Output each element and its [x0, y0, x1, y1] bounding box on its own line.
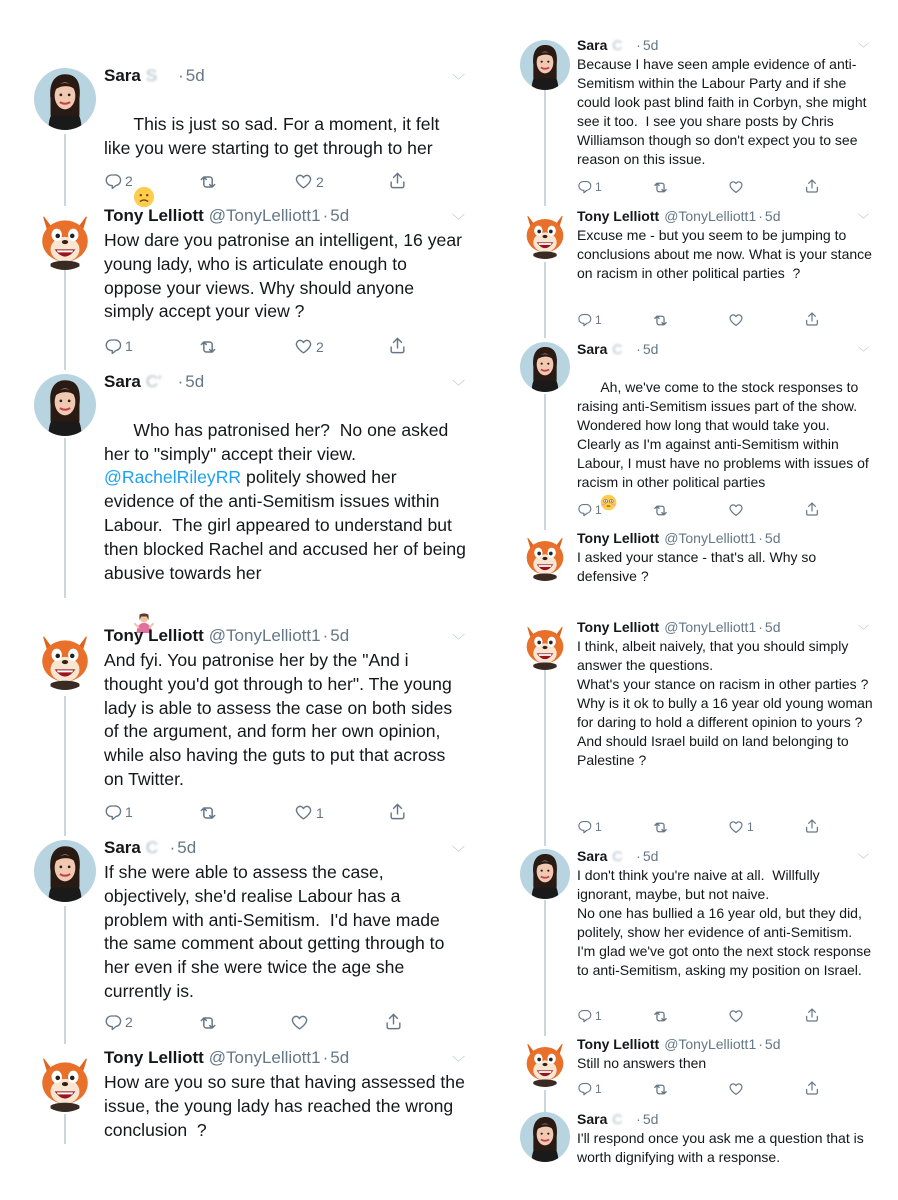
reply-count: 1	[595, 312, 602, 327]
fox-avatar[interactable]	[520, 620, 570, 670]
redacted-handle: C​​​​​​​​​​​​​​​​ ​​​​​​​​​​​​​​​​​ ​​​	[145, 838, 168, 857]
chevron-down-icon[interactable]: ﹀	[858, 854, 869, 866]
tweet-text: I'll respond once you ask me a question that is worth dignifying with a response.	[577, 1130, 868, 1165]
share-button[interactable]	[804, 501, 820, 517]
like-count: 2	[316, 173, 324, 190]
share-button[interactable]	[804, 1007, 820, 1023]
fox-avatar[interactable]	[520, 531, 570, 581]
share-button[interactable]	[804, 818, 820, 834]
author-handle[interactable]: @TonyLelliott1	[208, 1048, 321, 1067]
share-button[interactable]	[804, 1080, 820, 1096]
like-button[interactable]	[294, 803, 324, 822]
author-name[interactable]: Tony Lelliott	[104, 206, 204, 225]
timestamp[interactable]: 5d	[330, 206, 350, 225]
reply-button[interactable]	[577, 179, 602, 194]
tweet[interactable]	[480, 1033, 898, 1105]
reply-count: 1	[595, 179, 602, 194]
reply-button[interactable]	[104, 337, 133, 355]
tweet[interactable]	[0, 832, 470, 1042]
tweet-header	[104, 838, 196, 858]
tweet[interactable]	[0, 60, 470, 200]
author-handle[interactable]: @TonyLelliott1	[208, 206, 321, 225]
separator-dot: ·	[758, 208, 763, 224]
tweet[interactable]	[0, 366, 470, 616]
author-handle[interactable]: @TonyLelliott1	[664, 208, 757, 224]
tweet[interactable]	[480, 205, 898, 335]
timestamp[interactable]: 5d	[330, 1048, 350, 1067]
fox-avatar[interactable]	[34, 1050, 96, 1112]
timestamp[interactable]: 5d	[764, 530, 781, 546]
like-count: 1	[316, 804, 324, 821]
author-name[interactable]: Sara	[104, 838, 141, 857]
retweet-button[interactable]	[198, 172, 218, 192]
tweet-header	[104, 1048, 349, 1068]
retweet-button[interactable]	[652, 1081, 669, 1098]
author-handle[interactable]: @TonyLelliott1	[664, 619, 757, 635]
retweet-button[interactable]	[652, 1008, 669, 1025]
like-button[interactable]	[728, 1081, 744, 1097]
tweet[interactable]	[480, 338, 898, 528]
timestamp[interactable]: 5d	[177, 838, 197, 857]
tweet[interactable]	[480, 616, 898, 844]
separator-dot: ·	[322, 626, 329, 645]
author-name[interactable]: Tony Lelliott	[104, 626, 204, 645]
retweet-button[interactable]	[652, 312, 669, 329]
tweet-header	[577, 208, 780, 224]
timestamp[interactable]: 5d	[185, 66, 205, 85]
tweet-header	[577, 1111, 658, 1127]
separator-dot: ·	[636, 37, 641, 53]
tweet-header	[577, 1036, 780, 1052]
woman-avatar[interactable]	[520, 849, 570, 899]
timestamp[interactable]: 5d	[642, 341, 659, 357]
tweet[interactable]	[480, 527, 898, 597]
woman-avatar[interactable]	[520, 1112, 570, 1162]
share-button[interactable]	[388, 171, 407, 190]
reply-count: 1	[595, 502, 602, 517]
share-button[interactable]	[388, 802, 407, 821]
tweet-header	[577, 341, 658, 357]
separator-dot: ·	[758, 619, 763, 635]
like-button[interactable]	[728, 1008, 744, 1024]
reply-button[interactable]	[577, 1081, 602, 1096]
tweet-header	[577, 530, 780, 546]
reply-button[interactable]	[104, 1013, 133, 1031]
right-thread-column	[480, 0, 898, 1200]
tweet-text: I don't think you're naive at all. Willfully ignorant, maybe, but not naive. No one has bullied a 16 year old, but they did, politely, show her evidence of anti-Semitism. I'm glad we've got onto the next stock response to anti-Semitism, asking my position on Israel.	[577, 867, 872, 978]
chevron-down-icon[interactable]: ﹀	[858, 625, 869, 637]
separator-dot: ·	[758, 530, 763, 546]
retweet-button[interactable]	[652, 819, 669, 836]
separator-dot: ·	[322, 1048, 329, 1067]
tweet[interactable]	[480, 1108, 898, 1188]
reply-count: 1	[125, 338, 133, 354]
redacted-handle: C​'​​​​​​​​ ​​​​​​​​​​​ ​​​​​​ ​​	[145, 372, 176, 391]
author-name[interactable]: Sara	[577, 848, 608, 864]
separator-dot: ·	[178, 66, 184, 85]
tweet-text: I asked your stance - that's all. Why so defensive ?	[577, 549, 821, 584]
redacted-handle: C​​​​​​​​​​​ ​​​​​​ ​​​​​​​​​​​ ​	[612, 37, 635, 53]
tweet-header	[104, 626, 349, 646]
woman-avatar[interactable]	[34, 374, 96, 436]
author-name[interactable]: Sara	[577, 37, 608, 53]
timestamp[interactable]: 5d	[642, 848, 659, 864]
tweet-text	[104, 395, 471, 657]
tweet-text	[577, 359, 877, 530]
tweet-text: How dare you patronise an intelligent, 16 year young lady, who is articulate enough to oppose your views. Why should anyone simply accept your view ?	[104, 230, 467, 322]
timestamp[interactable]: 5d	[642, 1111, 659, 1127]
chevron-down-icon[interactable]: ﹀	[452, 73, 466, 88]
chevron-down-icon[interactable]: ﹀	[452, 213, 466, 228]
author-name[interactable]: Tony Lelliott	[577, 208, 660, 224]
retweet-button[interactable]	[198, 1013, 218, 1033]
tweet[interactable]	[0, 620, 470, 830]
author-name[interactable]: Tony Lelliott	[577, 530, 660, 546]
author-name[interactable]: Tony Lelliott	[577, 1036, 660, 1052]
tweet-text-content: Who has patronised her? No one asked her to "simply" accept their view.	[104, 419, 454, 464]
separator-dot: ·	[636, 1111, 641, 1127]
share-button[interactable]	[804, 178, 820, 194]
redacted-handle: C​​​​​​​​​ ​​​​​​​​ ​​​​​​​​ ​​​​​​	[612, 341, 635, 357]
reply-button[interactable]	[104, 803, 133, 821]
tweet-text-content: politely showed her evidence of the anti-Semitism issues within Labour. The girl appeared to understand but then blocked Rachel and accused her of being abusive towards her	[104, 467, 471, 583]
chevron-down-icon[interactable]: ﹀	[858, 347, 869, 359]
share-button[interactable]	[384, 1012, 403, 1031]
tweet-text: Because I have seen ample evidence of anti-Semitism within the Labour Party and if she could look past blind faith in Corbyn, she might see it too. I see you share posts by Chris Williamson though so don't expect you to see reason on this issue.	[577, 56, 871, 167]
tweet-text: Excuse me - but you seem to be jumping to conclusions about me now. What is your stance on racism in other political parties ?	[577, 227, 876, 281]
author-name[interactable]: Tony Lelliott	[577, 619, 660, 635]
reply-count: 1	[595, 819, 602, 834]
timestamp[interactable]: 5d	[330, 626, 350, 645]
woman-avatar[interactable]	[34, 68, 96, 130]
like-button[interactable]	[728, 179, 744, 195]
tweet-text: Still no answers then	[577, 1055, 707, 1071]
like-button[interactable]	[294, 172, 324, 191]
woman-avatar[interactable]	[520, 40, 570, 90]
author-name[interactable]: Sara	[577, 1111, 608, 1127]
chevron-down-icon[interactable]: ﹀	[452, 1055, 466, 1070]
tweet-header	[104, 206, 349, 226]
author-handle[interactable]: @TonyLelliott1	[664, 1036, 757, 1052]
author-name[interactable]: Sara	[104, 372, 141, 391]
tweet[interactable]	[0, 200, 470, 365]
separator-dot: ·	[177, 372, 184, 391]
like-button[interactable]	[728, 502, 744, 518]
author-name[interactable]: Sara	[104, 66, 141, 85]
redacted-handle: S​​​​​​​​​​​​​​​​ ​ ​​ ​ ​	[145, 66, 177, 85]
retweet-button[interactable]	[652, 502, 669, 519]
like-button[interactable]	[294, 337, 324, 356]
author-name[interactable]: Sara	[577, 341, 608, 357]
timestamp[interactable]: 5d	[185, 372, 205, 391]
reply-button[interactable]	[104, 172, 133, 190]
fox-avatar[interactable]	[34, 628, 96, 690]
tweet-text: How are you so sure that having assessed the issue, the young lady has reached the wrong conclusion ?	[104, 1072, 470, 1140]
tweet[interactable]	[0, 1042, 470, 1142]
like-count: 1	[747, 820, 754, 834]
fox-avatar[interactable]	[520, 209, 570, 259]
tweet-text-content: This is just so sad. For a moment, it felt like you were starting to get through to her	[104, 113, 445, 158]
tweet[interactable]	[480, 845, 898, 1030]
timestamp[interactable]: 5d	[764, 1036, 781, 1052]
reply-button[interactable]	[577, 502, 602, 517]
tweet-header	[577, 848, 658, 864]
separator-dot: ·	[758, 1036, 763, 1052]
reply-count: 2	[125, 1014, 133, 1030]
woman-avatar[interactable]	[520, 342, 570, 392]
timestamp[interactable]: 5d	[764, 619, 781, 635]
tweet-text: And fyi. You patronise her by the "And i thought you'd got through to her". The young lady is able to assess the case on both sides of the argument, and form her own opinion, while also having the guts to put that across on Twitter.	[104, 650, 458, 789]
separator-dot: ·	[636, 341, 641, 357]
reply-count: 1	[595, 1008, 602, 1023]
chevron-down-icon[interactable]: ﹀	[858, 43, 869, 55]
timestamp[interactable]: 5d	[642, 37, 659, 53]
retweet-button[interactable]	[652, 179, 669, 196]
tweet-header	[577, 619, 780, 635]
reply-count: 2	[125, 173, 133, 189]
woman-avatar[interactable]	[34, 840, 96, 902]
timestamp[interactable]: 5d	[764, 208, 781, 224]
reply-button[interactable]	[577, 819, 602, 834]
redacted-handle: C​​​​​​​​​​ ​​​​​​​​​​​ ​​​​​​ ​​​​​	[612, 1111, 635, 1127]
author-handle[interactable]: @TonyLelliott1	[664, 530, 757, 546]
mention-link[interactable]: @RachelRileyRR	[104, 467, 242, 488]
separator-dot: ·	[322, 206, 329, 225]
share-button[interactable]	[388, 336, 407, 355]
tweet[interactable]	[480, 34, 898, 204]
fox-avatar[interactable]	[520, 1037, 570, 1087]
chevron-down-icon[interactable]: ﹀	[452, 845, 466, 860]
tweet-header	[104, 66, 205, 86]
redacted-handle: C​​​​​​​​​ ​​​​​​​​​​​ ​​​​​​​​ ​​​	[612, 848, 635, 864]
reply-button[interactable]	[577, 1008, 602, 1023]
like-button[interactable]	[728, 819, 754, 835]
chevron-down-icon[interactable]: ﹀	[452, 379, 466, 394]
tweet-text: I think, albeit naively, that you should simply answer the questions. What's your stance on racism in other parties ? Why is it ok to bully a 16 year old young woman for daring to hold a different opinion to yours ? And should Israel build on land belonging to Palestine ?	[577, 638, 873, 768]
tweet-text-content: Ah, we've come to the stock responses to raising anti-Semitism issues part of the show. Wondered how long that would take you. Clearly as I'm against anti-Semitism within Labour, I must have no problems with issues of racism in other political parties	[577, 379, 873, 490]
fox-avatar[interactable]	[34, 208, 96, 270]
retweet-button[interactable]	[198, 803, 218, 823]
tweet-header	[104, 372, 204, 392]
author-handle[interactable]: @TonyLelliott1	[208, 626, 321, 645]
tweet-text: If she were able to assess the case, objectively, she'd realise Labour has a problem with anti-Semitism. I'd have made the same comment about getting through to her even if she were twice the age she currently is.	[104, 862, 450, 1001]
tweet-header	[577, 37, 658, 53]
separator-dot: ·	[169, 838, 176, 857]
like-button[interactable]	[290, 1013, 309, 1032]
separator-dot: ·	[636, 848, 641, 864]
author-name[interactable]: Tony Lelliott	[104, 1048, 204, 1067]
reply-count: 1	[595, 1081, 602, 1096]
reply-count: 1	[125, 804, 133, 820]
reply-button[interactable]	[577, 312, 602, 327]
like-count: 2	[316, 338, 324, 355]
chevron-down-icon[interactable]: ﹀	[858, 214, 869, 226]
retweet-button[interactable]	[198, 337, 218, 357]
share-button[interactable]	[804, 311, 820, 327]
chevron-down-icon[interactable]: ﹀	[452, 633, 466, 648]
like-button[interactable]	[728, 312, 744, 328]
flushed-face-emoji	[600, 494, 617, 511]
